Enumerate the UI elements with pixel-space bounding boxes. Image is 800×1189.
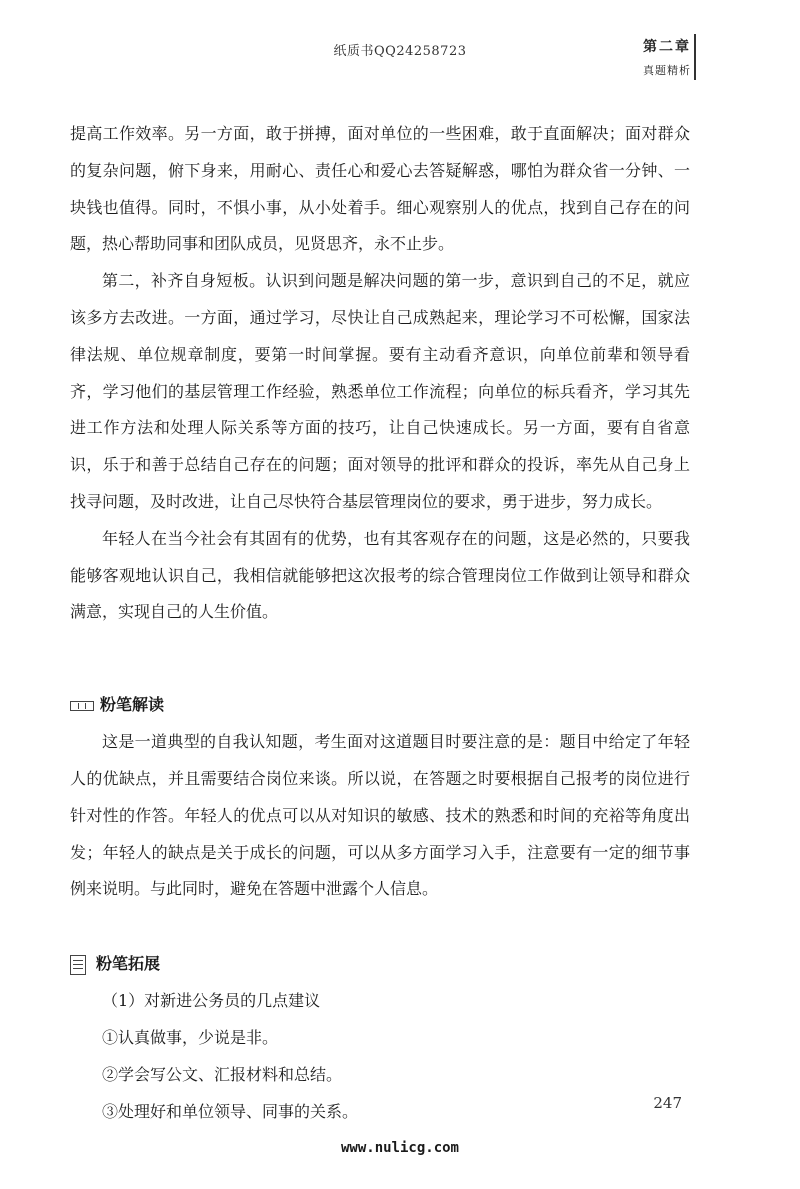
tuozhan-line-2: ①认真做事，少说是非。: [102, 1027, 279, 1047]
footer-site: www.nulicg.com: [340, 1140, 459, 1156]
paragraph-3: 年轻人在当今社会有其固有的优势，也有其客观存在的问题，这是必然的，只要我能够客观地认识自己，我相信就能够把这次报考的综合管理岗位工作做到让领导和群众满意，实现自己的人生价值。: [70, 528, 690, 622]
spacer: [70, 908, 690, 946]
paragraph-2: 第二，补齐自身短板。认识到问题是解决问题的第一步，意识到自己的不足，就应该多方去改进。一方面，通过学习，尽快让自己成熟起来，理论学习不可松懈，国家法律法规、单位规章制度，要第一时间掌握。要有主动看齐意识，向单位前辈和领导看齐，学习他们的基层管理工作经验，熟悉单位工作流程；向单位的标兵看齐，学习其先进工作方法和处理人际关系等方面的技巧，让自己快速成长。另一方面，要有自省意识，乐于和善于总结自己存在的问题；面对领导的批评和群众的投诉，率先从自己身上找寻问题，及时改进，让自己尽快符合基层管理岗位的要求，勇于进步，努力成长。: [70, 271, 690, 511]
page-content: [70, 116, 690, 1130]
tuozhan-line-1: （1）对新进公务员的几点建议: [102, 991, 321, 1011]
chapter-label: [643, 36, 691, 78]
chapter-title: 第二章: [643, 39, 691, 55]
chapter-subtitle: 真题精析: [643, 64, 691, 77]
jiedu-heading-text: 粉笔解读: [100, 695, 165, 715]
tuozhan-line-3: ②学会写公文、汇报材料和总结。: [102, 1064, 343, 1084]
header-watermark: 纸质书QQ24258723: [333, 44, 467, 59]
page-number: 247: [653, 1094, 682, 1112]
jiedu-paragraph: 这是一道典型的自我认知题，考生面对这道题目时要注意的是：题目中给定了年轻人的优缺点，并且需要结合岗位来谈。所以说，在答题之时要根据自己报考的岗位进行针对性的作答。年轻人的优点可以从对知识的敏感、技术的熟悉和时间的充裕等角度出发；年轻人的缺点是关于成长的问题，可以从多方面学习入手，注意要有一定的细节事例来说明。与此同时，避免在答题中泄露个人信息。: [70, 732, 690, 899]
tuozhan-heading: [70, 946, 690, 983]
paragraph-1: 提高工作效率。另一方面，敢于拼搏，面对单位的一些困难，敢于直面解决；面对群众的复杂问题，俯下身来，用耐心、责任心和爱心去答疑解惑，哪怕为群众省一分钟、一块钱也值得。同时，不惧小事，从小处着手。细心观察别人的优点，找到自己存在的问题，热心帮助同事和团队成员，见贤思齐，永不止步。: [70, 124, 690, 254]
reading-icon: [70, 701, 94, 711]
tuozhan-heading-text: 粉笔拓展: [96, 954, 161, 974]
notes-icon: [70, 955, 86, 975]
chapter-divider: [694, 34, 696, 80]
spacer: [70, 631, 690, 687]
tuozhan-line-4: ③处理好和单位领导、同事的关系。: [102, 1101, 359, 1121]
jiedu-heading: [70, 687, 690, 724]
